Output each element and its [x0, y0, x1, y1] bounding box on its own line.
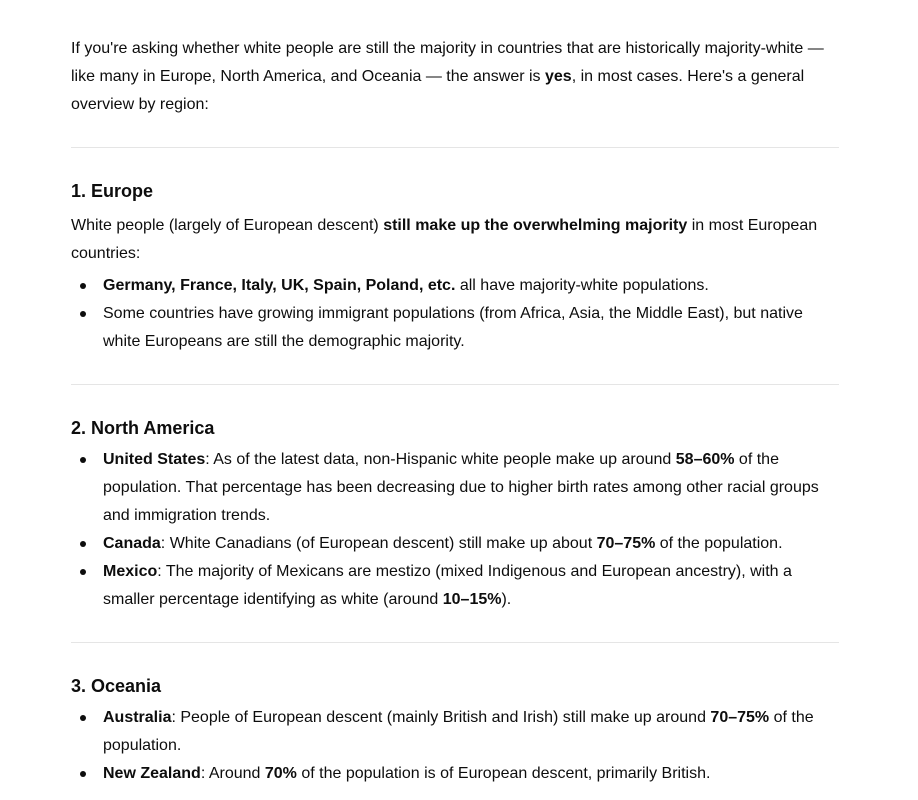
item-text: : People of European descent (mainly British and Irish) still make up around [171, 709, 711, 726]
intro-paragraph [71, 35, 839, 119]
item-text: of the population is of European descent, primarily British. [296, 765, 711, 782]
bullet-icon [80, 457, 86, 463]
item-text: of the population. [655, 535, 783, 552]
bullet-icon [80, 771, 86, 777]
item-emphasis: Germany, France, Italy, UK, Spain, Poland, etc. [103, 277, 456, 294]
section-divider [71, 384, 839, 385]
bullet-icon [80, 715, 86, 721]
europe-emphasis: still make up the overwhelming majority [383, 217, 688, 234]
item-emphasis: 70–75% [596, 535, 656, 552]
list-item [71, 704, 839, 760]
north-america-list [71, 446, 839, 614]
chat-response [71, 35, 839, 788]
item-text: of the population. [103, 709, 814, 754]
intro-emphasis: yes [545, 68, 572, 85]
item-emphasis: New Zealand [103, 765, 201, 782]
list-item [71, 446, 839, 530]
list-item [71, 760, 839, 788]
item-emphasis: 10–15% [442, 591, 502, 608]
item-emphasis: Mexico [103, 563, 158, 580]
section-divider [71, 642, 839, 643]
europe-text-end: in most European countries: [71, 217, 818, 262]
intro-text-end: , in most cases. Here's a general overview by region: [71, 68, 805, 113]
item-emphasis: Canada [103, 535, 161, 552]
bullet-icon [80, 311, 86, 317]
item-text: : As of the latest data, non-Hispanic white people make up around [205, 451, 676, 468]
item-text: : Around [200, 765, 265, 782]
item-text: : The majority of Mexicans are mestizo (mixed Indigenous and European ancestry), with a smaller percentage identifying as white (around [103, 563, 792, 608]
item-emphasis: Australia [103, 709, 172, 726]
europe-text: White people (largely of European descent) [71, 217, 384, 234]
section-divider [71, 147, 839, 148]
item-text: of the population. That percentage has been decreasing due to higher birth rates among other racial groups and immigration trends. [103, 451, 819, 524]
list-item [71, 558, 839, 614]
item-text: : White Canadians (of European descent) still make up about [160, 535, 597, 552]
list-item [71, 272, 839, 300]
item-text: all have majority-white populations. [455, 277, 709, 294]
item-emphasis: United States [103, 451, 206, 468]
item-emphasis: 70–75% [710, 709, 770, 726]
list-item [71, 300, 839, 356]
bullet-icon [80, 541, 86, 547]
section-heading-north-america: 2. North America [71, 418, 215, 438]
item-emphasis: 58–60% [675, 451, 735, 468]
europe-paragraph [71, 212, 839, 268]
list-item [71, 530, 839, 558]
intro-text: If you're asking whether white people are still the majority in countries that are historically majority-white — like many in Europe, North America, and Oceania — the answer is [71, 40, 824, 85]
oceania-list [71, 704, 839, 788]
item-emphasis: 70% [264, 765, 297, 782]
europe-list [71, 272, 839, 356]
item-text: Some countries have growing immigrant populations (from Africa, Asia, the Middle East), but native white Europeans are still the demographic majority. [103, 305, 803, 350]
bullet-icon [80, 569, 86, 575]
bullet-icon [80, 283, 86, 289]
item-text: ). [501, 591, 512, 608]
section-heading-europe: 1. Europe [71, 181, 154, 201]
section-heading-oceania: 3. Oceania [71, 676, 162, 696]
